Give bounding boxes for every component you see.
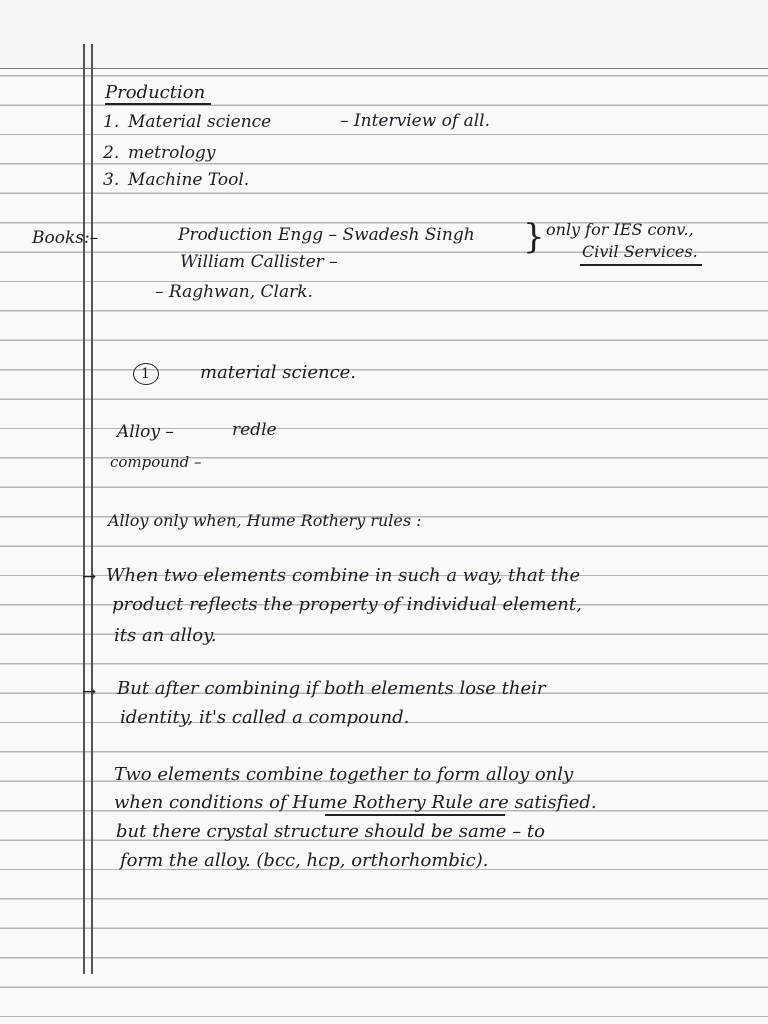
heading-underline (105, 103, 211, 105)
margin-line-left (83, 44, 85, 974)
interview-note: – Interview of all. (340, 111, 490, 131)
books-label: Books:– (32, 228, 99, 248)
topic-label: Machine Tool. (128, 170, 250, 190)
paragraph-line: form the alloy. (bcc, hcp, orthorhombic). (120, 850, 489, 871)
margin-line-right (91, 44, 93, 974)
point1-line: its an alloy. (114, 625, 217, 646)
topic-number: 2. (103, 143, 120, 163)
paragraph-line: Two elements combine together to form alloy only (114, 764, 574, 785)
page-heading: Production (105, 82, 206, 103)
book-entry: Production Engg – Swadesh Singh (178, 225, 475, 245)
point1-line: product reflects the property of individual element, (112, 594, 582, 615)
arrow-bullet: → (82, 682, 97, 702)
side-note: redle (232, 420, 277, 440)
hume-rothery-underline (325, 814, 505, 816)
term-compound: compound – (110, 453, 202, 471)
point2-line: But after combining if both elements lose their (117, 678, 546, 699)
book-entry: William Callister – (180, 252, 338, 272)
brace-symbol: } (523, 217, 545, 257)
topic-number: 1. (103, 112, 120, 132)
term-alloy: Alloy – (117, 422, 174, 442)
point2-line: identity, it's called a compound. (120, 707, 410, 728)
topic-label: metrology (128, 143, 216, 163)
paragraph-line: when conditions of Hume Rothery Rule are satisfied. (114, 792, 597, 813)
books-note-line2: Civil Services. (582, 242, 698, 261)
books-note-underline (580, 264, 702, 266)
paragraph-line: but there crystal structure should be same – to (116, 821, 545, 842)
topic-label: Material science (128, 112, 272, 132)
topic-number: 3. (103, 170, 120, 190)
rule-intro: Alloy only when, Hume Rothery rules : (108, 511, 422, 530)
arrow-bullet: → (82, 567, 97, 587)
books-note-line1: only for IES conv., (546, 220, 694, 239)
section-number: 1 (141, 366, 150, 382)
point1-line: When two elements combine in such a way, that the (106, 565, 581, 586)
section-title: material science. (200, 362, 357, 383)
book-entry: – Raghwan, Clark. (155, 282, 313, 302)
page-top-band (0, 0, 768, 69)
